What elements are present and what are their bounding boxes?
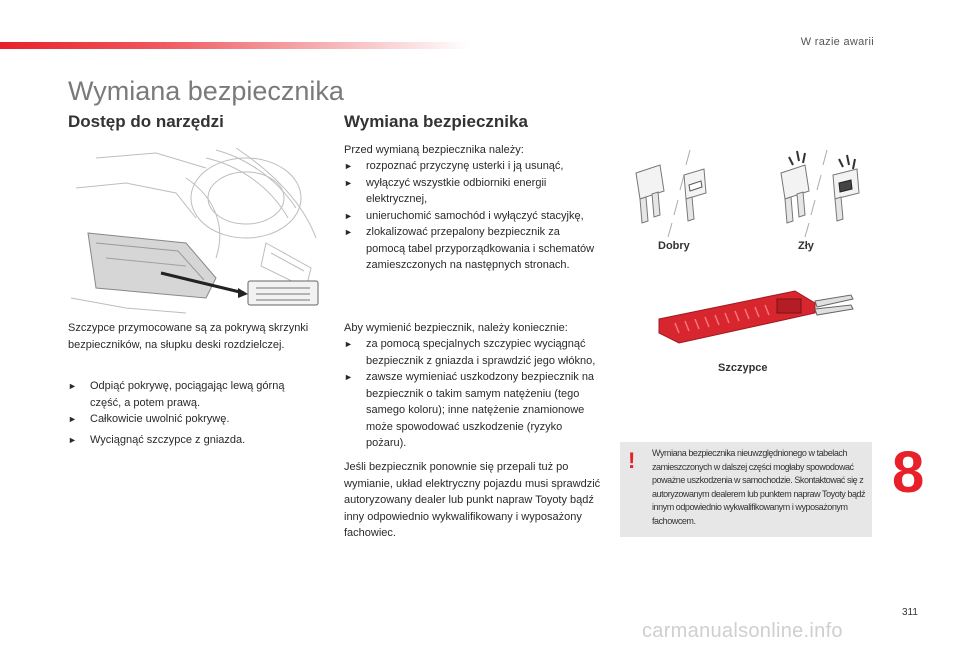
list-item: ► Całkowicie uwolnić pokrywę. [68,411,318,428]
tools-location-text: Szczypce przymocowane są za pokrywą skrzynki bezpieczników, na słupku deski rozdzielczej. [68,322,309,351]
fuse-pliers-illustration [655,285,855,345]
good-fuse-illustration [628,145,708,240]
chapter-number: 8 [892,440,925,505]
blown-fuse-label: Zły [798,240,814,252]
arrow-bullet-icon: ► [68,435,77,445]
watermark: carmanualsonline.info [642,620,843,642]
arrow-bullet-icon: ► [344,161,353,171]
repeat-failure-text: Jeśli bezpiecznik ponownie się przepali tuż po wymianie, układ elektryczny pojazdu musi sprawdzić autoryzowany dealer lub punkt napraw Toyoty bądź inny odpowiednio wykwalifikowany i wyposażony fachowiec. [344,461,601,539]
warning-text: Wymiana bezpiecznika nieuwzględnionego w tabelach zamieszczonych w dalszej części mogłaby spowodować poważne uszkodzenia w samochodzie. Skontaktować się z autoryzowanym dealerem lub punktem napraw Toyoty bądź innym odpowiednio wykwalifikowanym i wyposażonym fachowcem. [652,448,866,526]
page-number: 311 [902,607,918,618]
blown-fuse-illustration [775,145,870,240]
arrow-bullet-icon: ► [344,372,353,382]
arrow-bullet-icon: ► [344,339,353,349]
list-item: ► unieruchomić samochód i wyłączyć stacyjkę, [344,208,599,225]
list-item: ► za pomocą specjalnych szczypiec wyciągnąć bezpiecznik z gniazda i sprawdzić jego włókno, [344,338,596,367]
arrow-bullet-icon: ► [68,414,77,424]
list-item: ► zlokalizować przepalony bezpiecznik za pomocą tabel przyporządkowania i schematów zamieszczonych na następnych stronach. [344,226,595,271]
warning-icon: ! [628,448,636,473]
before-replacement-list [344,158,599,274]
arrow-bullet-icon: ► [344,177,353,188]
warning-box [620,442,872,537]
good-fuse-label: Dobry [658,240,690,252]
list-item: ► zawsze wymieniać uszkodzony bezpiecznik na bezpiecznik o takim samym natężeniu (tego samego koloru); inne natężenie znamionowe może spowodować uszkodzenie (ryzyko pożaru). [344,371,595,449]
cover-steps-list [68,378,318,428]
list-item: ► Odpiąć pokrywę, pociągając lewą górną część, a potem prawą. [68,380,285,409]
list-item: ► wyłączyć wszystkie odbiorniki energii elektrycznej, [344,176,547,205]
pliers-step-list [68,432,318,449]
list-item: ► Wyciągnąć szczypce z gniazda. [68,432,318,449]
pliers-label: Szczypce [718,362,768,374]
list-item: ► rozpoznać przyczynę usterki i ją usunąć, [344,158,599,175]
replacement-steps-list [344,336,602,452]
fuse-replacement-heading: Wymiana bezpiecznika [344,112,528,131]
dashboard-fusebox-illustration [66,148,324,318]
section-title: W razie awarii [800,36,874,48]
before-replacement-intro: Przed wymianą bezpiecznika należy: [344,144,524,156]
header-accent-bar [0,42,470,49]
arrow-bullet-icon: ► [68,381,77,391]
tools-access-heading: Dostęp do narzędzi [68,112,224,131]
arrow-bullet-icon: ► [344,210,353,221]
replacement-requirements-intro: Aby wymienić bezpiecznik, należy koniecznie: [344,322,568,334]
arrow-bullet-icon: ► [344,227,353,237]
page-title: Wymiana bezpiecznika [68,76,344,106]
